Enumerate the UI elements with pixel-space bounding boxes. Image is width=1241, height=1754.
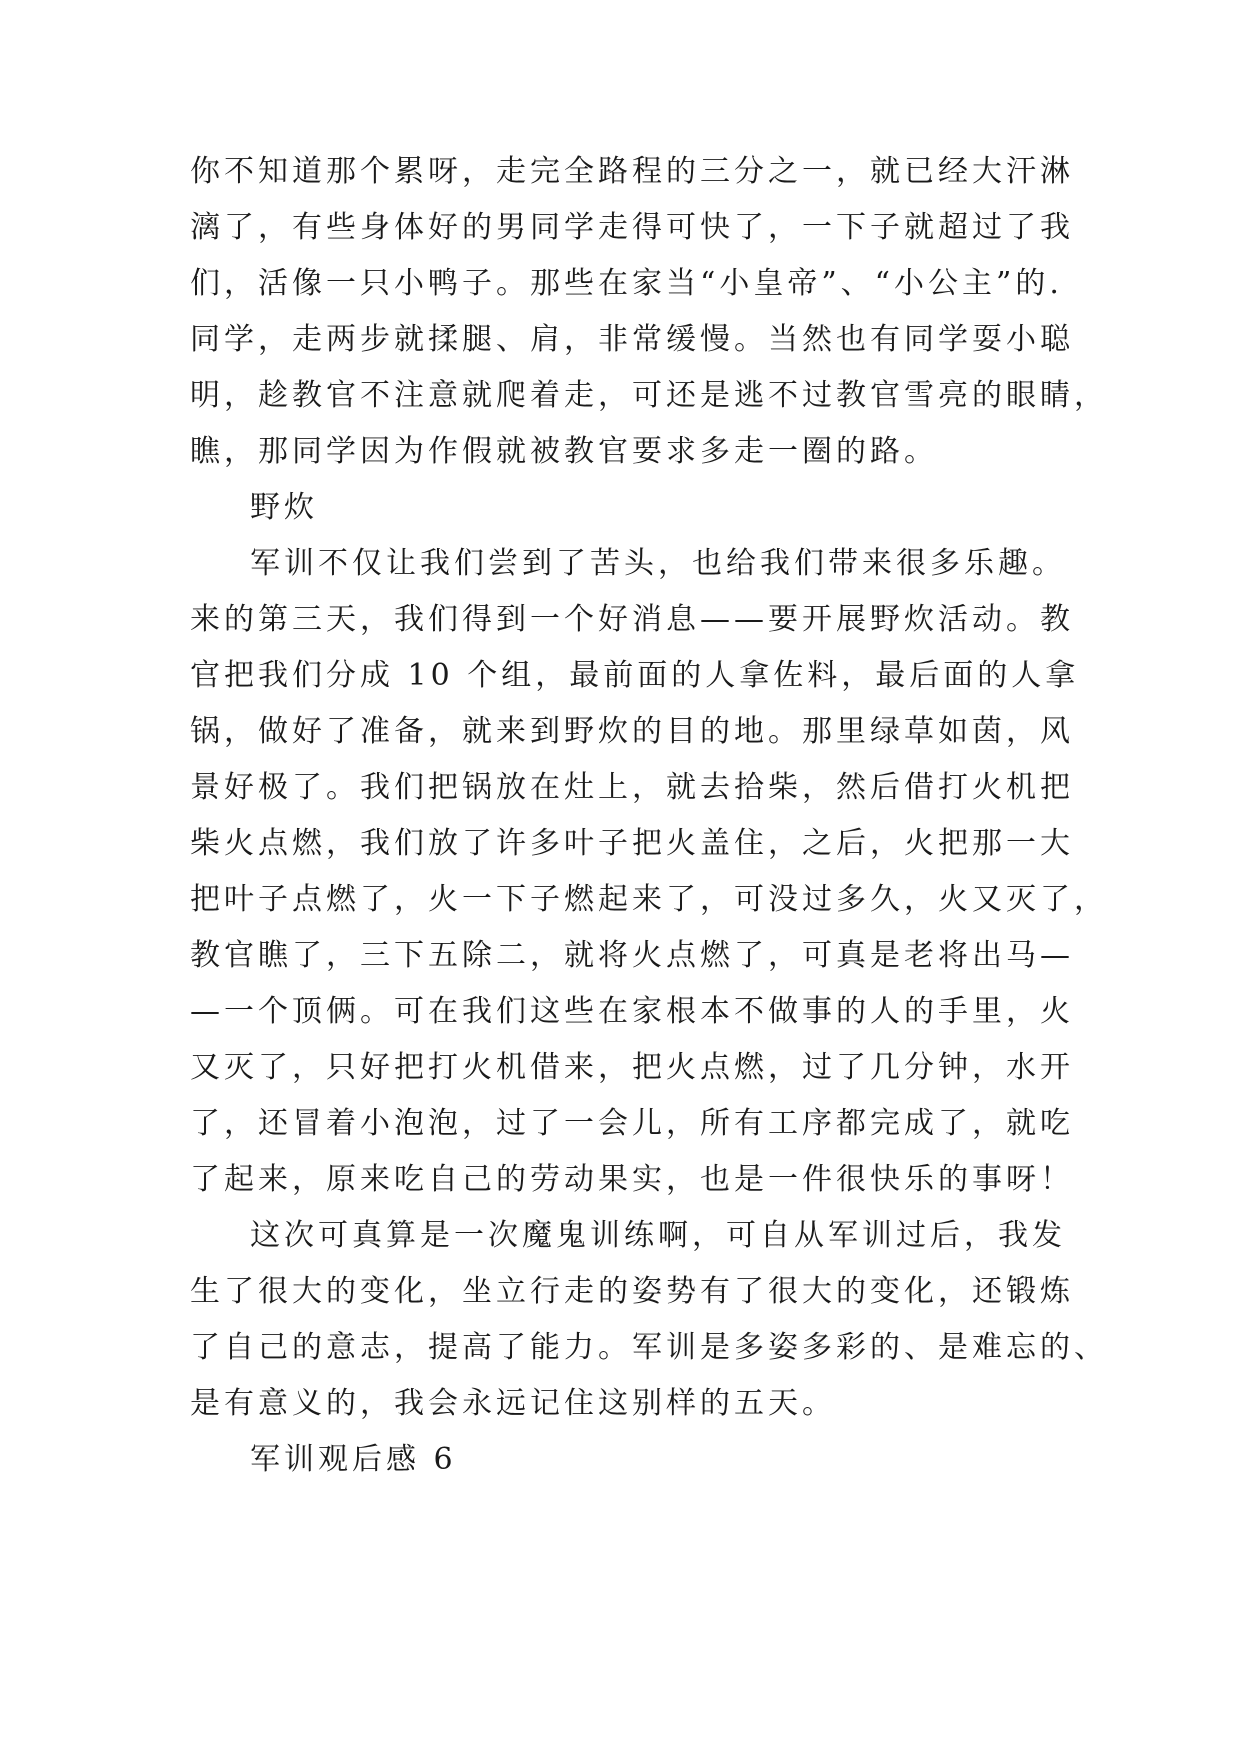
text-line: 漓了，有些身体好的男同学走得可快了，一下子就超过了我 [190, 210, 1074, 245]
text-line: 生了很大的变化，坐立行走的姿势有了很大的变化，还锻炼 [190, 1274, 1074, 1309]
text-line: 又灭了，只好把打火机借来，把火点燃，过了几分钟，水开 [190, 1050, 1074, 1085]
section-heading: 野炊 [250, 490, 318, 525]
section-heading: 军训观后感 6 [250, 1442, 457, 1477]
text-line: —一个顶俩。可在我们这些在家根本不做事的人的手里，火 [190, 994, 1074, 1029]
text-line: 瞧，那同学因为作假就被教官要求多走一圈的路。 [190, 434, 938, 469]
text-line: 了自己的意志，提高了能力。军训是多姿多彩的、是难忘的、 [190, 1330, 1108, 1365]
text-line: 这次可真算是一次魔鬼训练啊，可自从军训过后，我发 [250, 1218, 1066, 1253]
text-line: 景好极了。我们把锅放在灶上，就去拾柴，然后借打火机把 [190, 770, 1074, 805]
text-line: 你不知道那个累呀，走完全路程的三分之一，就已经大汗淋 [190, 154, 1074, 189]
text-line: 们，活像一只小鸭子。那些在家当“小皇帝”、“小公主”的. [190, 266, 1063, 301]
text-line: 明，趁教官不注意就爬着走，可还是逃不过教官雪亮的眼睛， [190, 378, 1108, 413]
text-line: 了起来，原来吃自己的劳动果实，也是一件很快乐的事呀！ [190, 1162, 1074, 1197]
text-line: 了，还冒着小泡泡，过了一会儿，所有工序都完成了，就吃 [190, 1106, 1074, 1141]
text-line: 官把我们分成 10 个组，最前面的人拿佐料，最后面的人拿 [190, 658, 1080, 693]
text-line: 来的第三天，我们得到一个好消息——要开展野炊活动。教 [190, 602, 1074, 637]
text-line: 同学，走两步就揉腿、肩，非常缓慢。当然也有同学耍小聪 [190, 322, 1074, 357]
text-line: 把叶子点燃了，火一下子燃起来了，可没过多久，火又灭了， [190, 882, 1108, 917]
text-line: 军训不仅让我们尝到了苦头，也给我们带来很多乐趣。 [250, 546, 1066, 581]
text-line: 是有意义的，我会永远记住这别样的五天。 [190, 1386, 836, 1421]
text-line: 柴火点燃，我们放了许多叶子把火盖住，之后，火把那一大 [190, 826, 1074, 861]
text-line: 锅，做好了准备，就来到野炊的目的地。那里绿草如茵，风 [190, 714, 1074, 749]
text-line: 教官瞧了，三下五除二，就将火点燃了，可真是老将出马— [190, 938, 1074, 973]
